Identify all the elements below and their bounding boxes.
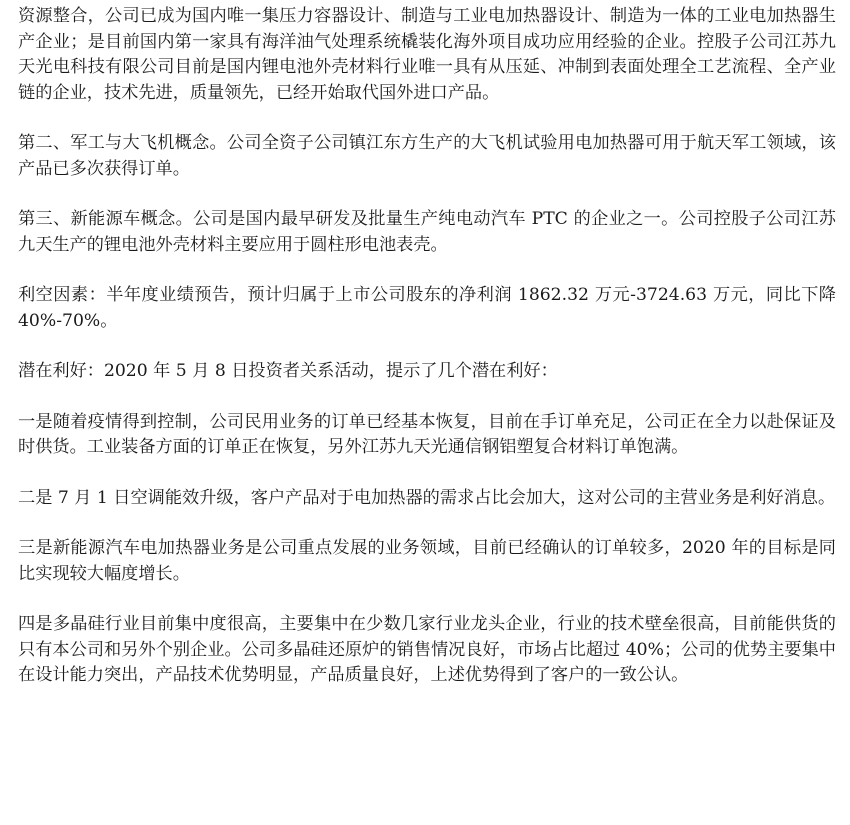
- paragraph-resource-integration: 资源整合，公司已成为国内唯一集压力容器设计、制造与工业电加热器设计、制造为一体的工业电加热器生产企业；是目前国内第一家具有海洋油气处理系统橇装化海外项目成功应用经验的企业。控股子公司江苏九天光电科技有限公司目前是国内锂电池外壳材料行业唯一具有从压延、冲制到表面处理全工艺流程、全产业链的企业，技术先进，质量领先，已经开始取代国外进口产品。: [18, 6, 836, 103]
- paragraph-negative-factors: 利空因素：半年度业绩预告，预计归属于上市公司股东的净利润 1862.32 万元-3724.63 万元，同比下降 40%-70%。: [18, 285, 836, 331]
- paragraph-positive-three: 三是新能源汽车电加热器业务是公司重点发展的业务领域，目前已经确认的订单较多，2020 年的目标是同比实现较大幅度增长。: [18, 538, 836, 584]
- document-body: [18, 4, 836, 689]
- paragraph-positive-four: 四是多晶硅行业目前集中度很高，主要集中在少数几家行业龙头企业，行业的技术壁垒很高，目前能供货的只有本公司和另外个别企业。公司多晶硅还原炉的销售情况良好，市场占比超过 40%；公司的优势主要集中在设计能力突出，产品技术优势明显，产品质量良好，上述优势得到了客户的一致公认。: [18, 614, 836, 685]
- paragraph-military-aircraft: 第二、军工与大飞机概念。公司全资子公司镇江东方生产的大飞机试验用电加热器可用于航天军工领域，该产品已多次获得订单。: [18, 133, 836, 179]
- paragraph-positive-one: 一是随着疫情得到控制，公司民用业务的订单已经基本恢复，目前在手订单充足，公司正在全力以赴保证及时供货。工业装备方面的订单正在恢复，另外江苏九天光通信钢铝塑复合材料订单饱满。: [18, 411, 836, 457]
- paragraph-potential-positives: 潜在利好：2020 年 5 月 8 日投资者关系活动，提示了几个潜在利好：: [18, 361, 558, 381]
- paragraph-positive-two: 二是 7 月 1 日空调能效升级，客户产品对于电加热器的需求占比会加大，这对公司的主营业务是利好消息。: [18, 487, 836, 508]
- paragraph-new-energy-vehicle: 第三、新能源车概念。公司是国内最早研发及批量生产纯电动汽车 PTC 的企业之一。公司控股子公司江苏九天生产的锂电池外壳材料主要应用于圆柱形电池表壳。: [18, 209, 836, 255]
